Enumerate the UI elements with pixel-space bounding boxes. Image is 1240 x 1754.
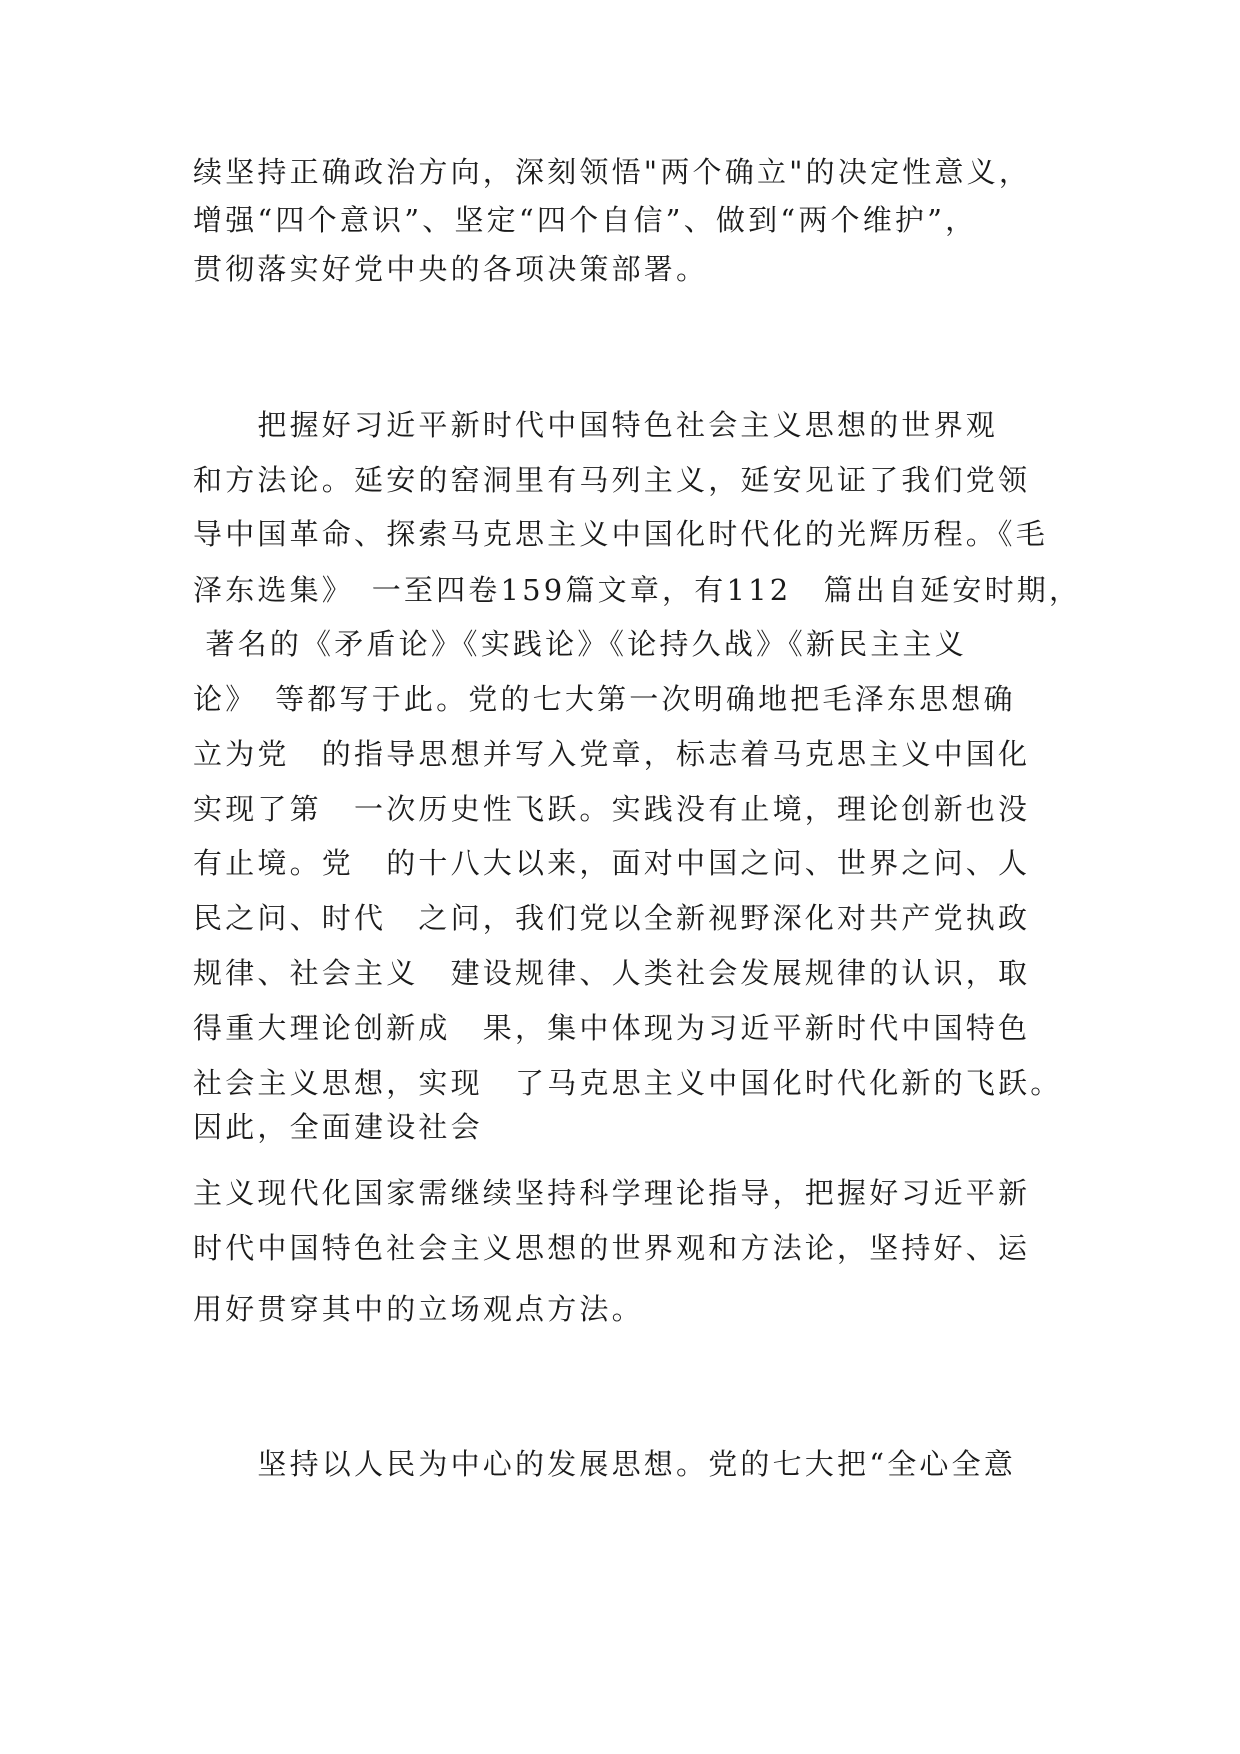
text-line: 实现了第 一次历史性飞跃。实践没有止境，理论创新也没 (193, 792, 1031, 826)
text-line: 得重大理论创新成 果，集中体现为习近平新时代中国特色 (193, 1011, 1031, 1045)
text-line: 民之问、时代 之问，我们党以全新视野深化对共产党执政 (193, 901, 1031, 935)
text-line: 导中国革命、探索马克思主义中国化时代化的光辉历程。《毛 (193, 517, 1048, 551)
text-line: 时代中国特色社会主义思想的世界观和方法论，坚持好、运 (193, 1231, 1031, 1265)
text-line: 把握好习近平新时代中国特色社会主义思想的世界观 (193, 408, 999, 442)
text-line: 增强“四个意识”、坚定“四个自信”、做到“两个维护”， (193, 203, 978, 237)
text-line: 立为党 的指导思想并写入党章，标志着马克思主义中国化 (193, 737, 1031, 771)
text-line: 有止境。党 的十八大以来，面对中国之问、世界之问、人 (193, 846, 1031, 880)
text-line: 主义现代化国家需继续坚持科学理论指导，把握好习近平新 (193, 1176, 1031, 1210)
text-line: 著名的《矛盾论》《实践论》《论持久战》《新民主主义 (193, 627, 967, 661)
text-line: 坚持以人民为中心的发展思想。党的七大把“全心全意 (193, 1447, 1017, 1481)
text-line: 续坚持正确政治方向，深刻领悟"两个确立"的决定性意义， (193, 155, 1032, 189)
text-line: 泽东选集》 一至四卷159篇文章，有112 篇出自延安时期， (193, 573, 1082, 607)
text-line: 社会主义思想，实现 了马克思主义中国化时代化新的飞跃。 (193, 1066, 1063, 1100)
text-line: 因此，全面建设社会 (193, 1110, 483, 1144)
text-line: 用好贯穿其中的立场观点方法。 (193, 1292, 644, 1326)
text-line: 规律、社会主义 建设规律、人类社会发展规律的认识，取 (193, 956, 1031, 990)
text-line: 论》 等都写于此。党的七大第一次明确地把毛泽东思想确 (193, 682, 1016, 716)
text-line: 贯彻落实好党中央的各项决策部署。 (193, 252, 709, 286)
text-line: 和方法论。延安的窑洞里有马列主义，延安见证了我们党领 (193, 463, 1031, 497)
